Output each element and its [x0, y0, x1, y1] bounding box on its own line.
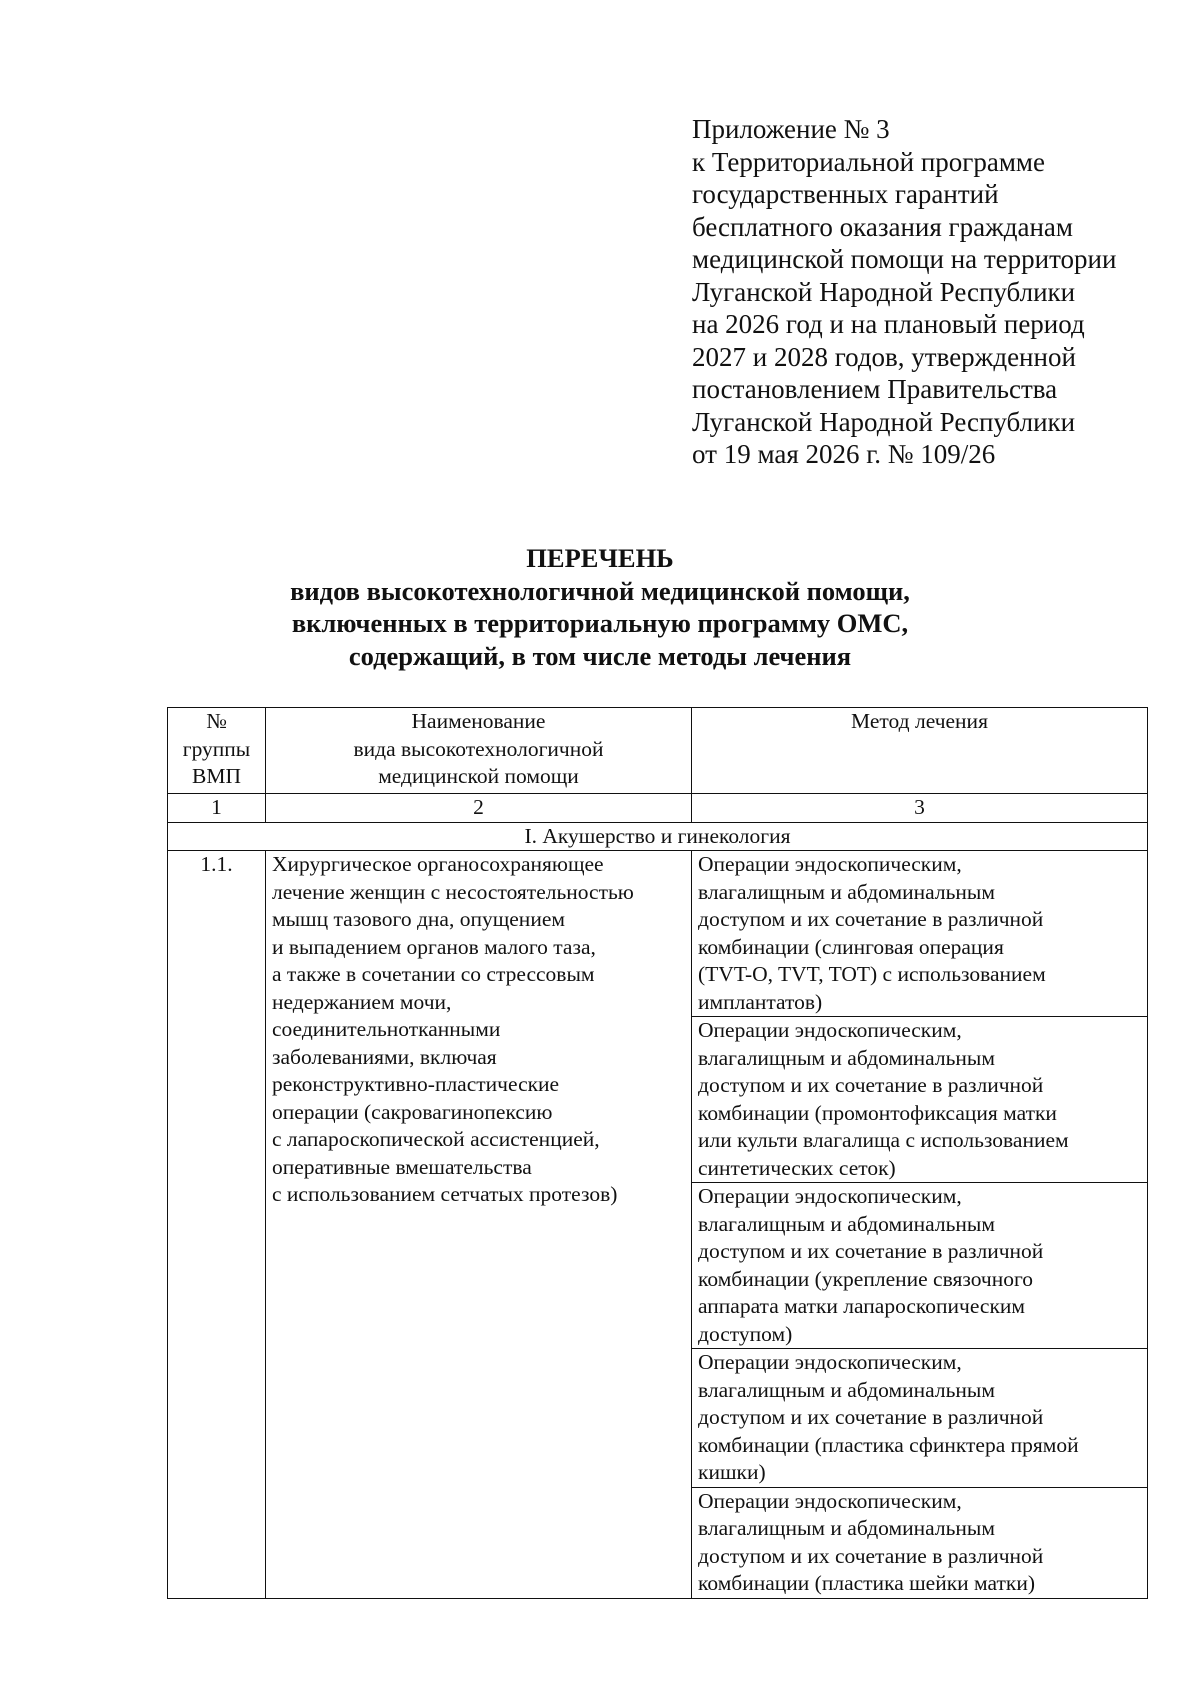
section-row	[168, 822, 1148, 851]
table-header-row	[168, 708, 1148, 794]
appendix-line: Луганской Народной Республики	[692, 406, 1076, 437]
title-line: включенных в территориальную программу ОМС,	[291, 608, 909, 638]
appendix-block	[692, 113, 1116, 471]
vmp-table	[167, 707, 1148, 1599]
method-cell: Операции эндоскопическим, влагалищным и абдоминальным доступом и их сочетание в различной комбинации (промонтофиксация матки или культи влагалища с использованием синтетических сеток)	[692, 1017, 1148, 1183]
header-vmp-name: Наименование вида высокотехнологичной медицинской помощи	[266, 708, 692, 794]
appendix-line: постановлением Правительства	[692, 374, 1058, 404]
group-number-cell: 1.1.	[168, 851, 266, 1599]
appendix-line: к Территориальной программе	[692, 146, 1045, 177]
appendix-line: Луганской Народной Республики	[692, 276, 1076, 307]
column-numbers-row	[168, 794, 1148, 823]
appendix-line: 2027 и 2028 годов, утвержденной	[692, 341, 1076, 372]
appendix-line: на 2026 год и на плановый период	[692, 309, 1085, 339]
title-line: ПЕРЕЧЕНЬ	[526, 543, 674, 573]
vmp-name-cell: Хирургическое органосохраняющее лечение женщин с несостоятельностью мышц тазового дна, опущением и выпадением органов малого таза, а также в сочетании со стрессовым недержанием мочи, соединительнотканными заболеваниями, включая реконструктивно-пластические операции (сакровагинопексию с лапароскопической ассистенцией, оперативные вмешательства с использованием сетчатых протезов)	[266, 851, 692, 1599]
column-number: 3	[692, 794, 1148, 823]
appendix-line: медицинской помощи на территории	[692, 244, 1117, 274]
appendix-line: Приложение № 3	[692, 114, 890, 144]
column-number: 2	[266, 794, 692, 823]
appendix-line: от 19 мая 2026 г. № 109/26	[692, 439, 996, 469]
header-group-number: № группы ВМП	[168, 708, 266, 794]
appendix-line: бесплатного оказания гражданам	[692, 211, 1073, 242]
method-cell: Операции эндоскопическим, влагалищным и абдоминальным доступом и их сочетание в различной комбинации (пластика сфинктера прямой кишки)	[692, 1349, 1148, 1488]
header-treatment-method: Метод лечения	[692, 708, 1148, 794]
title-line: содержащий, в том числе методы лечения	[348, 640, 852, 671]
appendix-line: государственных гарантий	[692, 179, 999, 209]
title-line: видов высокотехнологичной медицинской помощи,	[290, 575, 910, 606]
column-number: 1	[168, 794, 266, 823]
section-title: I. Акушерство и гинекология	[168, 822, 1148, 851]
method-cell: Операции эндоскопическим, влагалищным и абдоминальным доступом и их сочетание в различной комбинации (укрепление связочного аппарата матки лапароскопическим доступом)	[692, 1183, 1148, 1349]
document-title	[0, 542, 1200, 672]
method-cell: Операции эндоскопическим, влагалищным и абдоминальным доступом и их сочетание в различной комбинации (пластика шейки матки)	[692, 1487, 1148, 1598]
method-cell: Операции эндоскопическим, влагалищным и абдоминальным доступом и их сочетание в различной комбинации (слинговая операция (TVT-O, TVT, TOT) с использованием имплантатов)	[692, 851, 1148, 1017]
table-row	[168, 851, 1148, 1017]
